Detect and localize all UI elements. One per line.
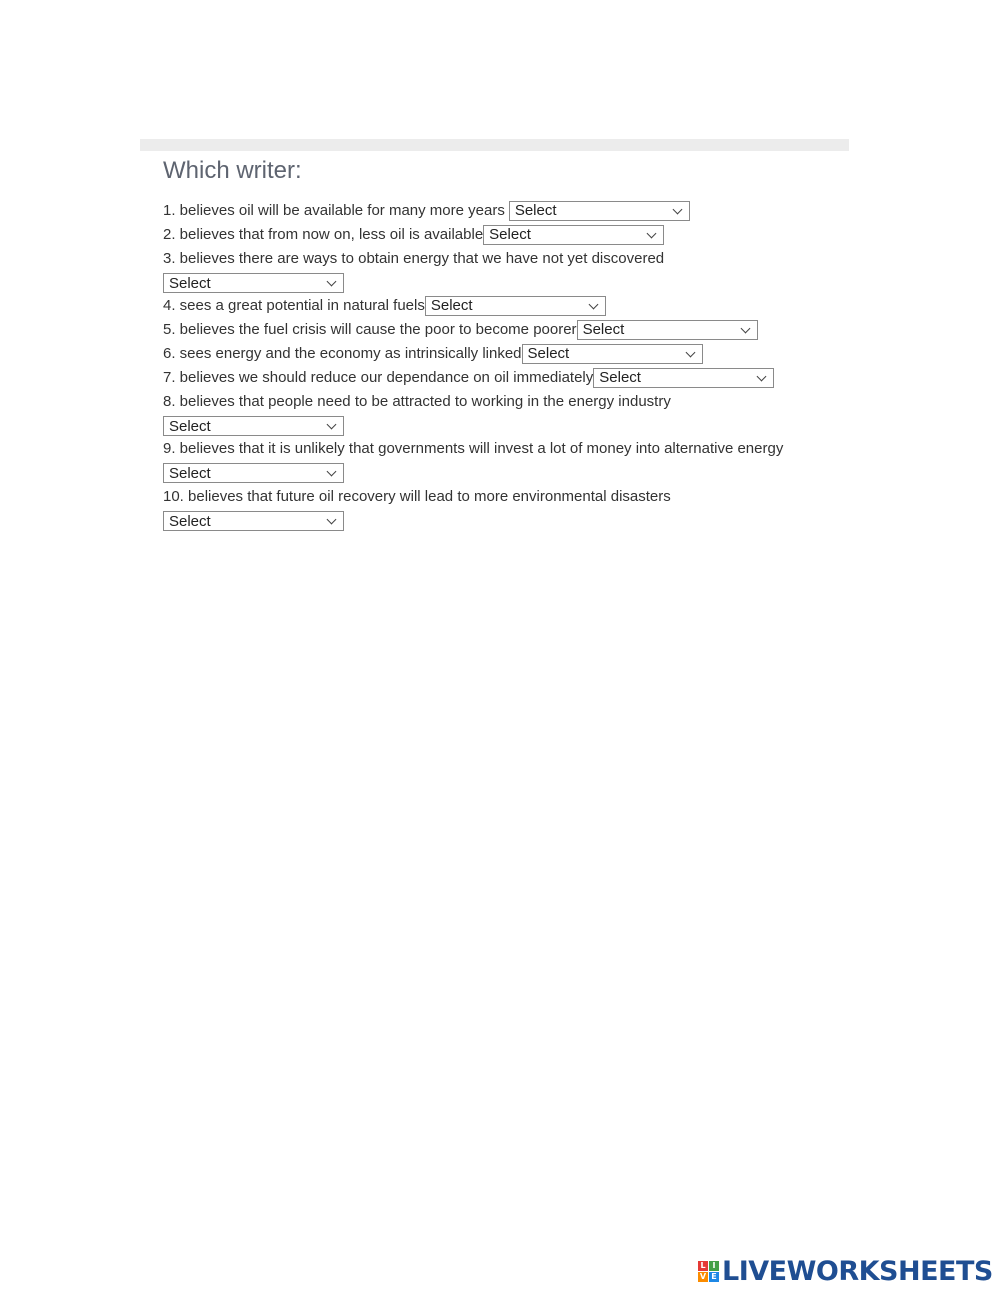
select-value: Select [169,274,211,292]
question-8-text: 8. believes that people need to be attracted to working in the energy industry [163,393,671,410]
question-2-select[interactable] [483,225,664,245]
question-6-select[interactable] [522,344,703,364]
question-2 [163,225,664,245]
select-value: Select [169,417,211,435]
question-9 [163,439,783,459]
question-8 [163,392,671,412]
question-5 [163,320,758,340]
question-7-select[interactable] [593,368,774,388]
chevron-down-icon [327,514,337,524]
select-value: Select [169,512,211,530]
question-8-select[interactable] [163,416,344,436]
question-9-select[interactable] [163,463,344,483]
top-bar [140,139,849,151]
question-3-select[interactable] [163,273,344,293]
liveworksheets-logo [698,1256,993,1286]
select-value: Select [582,321,625,338]
question-1-text: 1. believes oil will be available for many more years [163,202,505,219]
question-7 [163,368,774,388]
question-3 [163,249,664,269]
question-5-select[interactable] [577,320,758,340]
question-4-text: 4. sees a great potential in natural fuels [163,297,425,314]
question-5-text: 5. believes the fuel crisis will cause the poor to become poorer [163,321,577,338]
question-1-select[interactable] [509,201,690,221]
chevron-down-icon [588,299,598,309]
question-10-select[interactable] [163,511,344,531]
select-value: Select [599,369,641,386]
logo-block: L [698,1261,708,1271]
select-value: Select [169,464,211,482]
select-value: Select [527,345,570,362]
chevron-down-icon [327,276,337,286]
chevron-down-icon [685,347,695,357]
chevron-down-icon [672,204,682,214]
chevron-down-icon [740,323,750,333]
select-value: Select [489,226,531,243]
chevron-down-icon [327,419,337,429]
question-4-select[interactable] [425,296,606,316]
logo-block: E [709,1272,719,1282]
chevron-down-icon [757,371,767,381]
question-1 [163,201,690,221]
worksheet-heading: Which writer: [163,157,302,184]
select-value: Select [430,297,473,314]
question-10 [163,487,671,507]
question-6-text: 6. sees energy and the economy as intrinsically linked [163,345,522,362]
chevron-down-icon [327,466,337,476]
logo-block: I [709,1261,719,1271]
question-9-text: 9. believes that it is unlikely that governments will invest a lot of money into alternative energy [163,440,784,457]
logo-block: V [699,1271,707,1281]
question-3-text: 3. believes there are ways to obtain energy that we have not yet discovered [163,250,665,267]
logo-text: LIVEWORKSHEETS [722,1255,993,1287]
question-2-text: 2. believes that from now on, less oil is available [163,226,484,243]
logo-blocks-icon [698,1261,719,1282]
chevron-down-icon [647,228,657,238]
question-6 [163,344,703,364]
question-7-text: 7. believes we should reduce our dependance on oil immediately [163,369,594,386]
question-10-text: 10. believes that future oil recovery will lead to more environmental disasters [163,488,671,505]
question-4 [163,296,606,316]
select-value: Select [514,202,557,219]
